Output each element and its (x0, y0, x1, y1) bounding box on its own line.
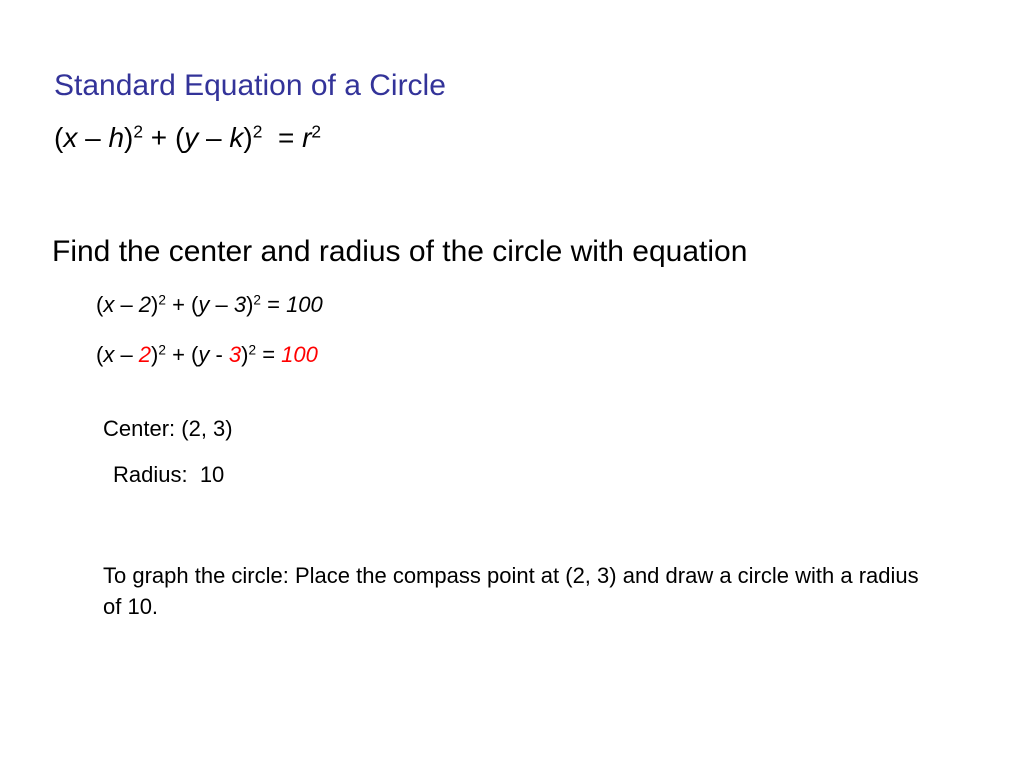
given-equation (96, 292, 323, 318)
eq2-open-paren: ( (96, 342, 104, 367)
eq1-plus: + ( (165, 292, 199, 317)
eq1-close-paren-1: ) (151, 292, 159, 317)
eq1-r-squared-value: 100 (286, 292, 323, 317)
eq2-h-value: 2 (138, 342, 152, 367)
std-plus: + ( (143, 122, 185, 153)
std-exponent-3: 2 (311, 121, 322, 142)
eq1-open-paren: ( (96, 292, 104, 317)
eq2-y-var: y (198, 342, 210, 367)
std-equals: = (262, 122, 303, 153)
graphing-instructions: To graph the circle: Place the compass point at (2, 3) and draw a circle with a radius of 10. (103, 563, 919, 619)
std-close-paren-1: ) (124, 122, 134, 153)
eq2-minus-1: – (114, 342, 139, 367)
eq1-close-paren-2: ) (246, 292, 254, 317)
eq1-equals: = (260, 292, 287, 317)
eq1-exponent-2: 2 (253, 292, 261, 308)
eq1-minus-1: – (114, 292, 139, 317)
std-open-paren: ( (54, 122, 64, 153)
eq2-x-var: x (103, 342, 115, 367)
eq2-k-value: 3 (228, 342, 242, 367)
std-exponent-2: 2 (252, 121, 263, 142)
standard-equation (54, 122, 321, 154)
eq2-close-paren-2: ) (241, 342, 249, 367)
eq2-exponent-2: 2 (248, 342, 257, 358)
std-close-paren-2: ) (243, 122, 253, 153)
eq1-minus-2: – (209, 292, 234, 317)
std-minus-2: – (198, 122, 230, 153)
eq1-k-value: 3 (233, 292, 247, 317)
eq2-exponent-1: 2 (158, 342, 166, 358)
eq2-close-paren-1: ) (151, 342, 159, 367)
slide-title: Standard Equation of a Circle (54, 69, 446, 102)
eq2-minus-2: - (209, 342, 229, 367)
eq1-h-value: 2 (138, 292, 152, 317)
highlighted-equation (96, 342, 318, 368)
eq2-plus: + ( (165, 342, 199, 367)
eq1-exponent-1: 2 (158, 292, 166, 308)
eq1-y-var: y (198, 292, 210, 317)
problem-prompt: Find the center and radius of the circle with equation (52, 235, 748, 268)
std-h-var: h (108, 122, 125, 153)
eq1-x-var: x (103, 292, 115, 317)
eq2-r-squared-value: 100 (281, 342, 318, 367)
radius-answer: Radius: 10 (113, 462, 225, 487)
center-answer: Center: (2, 3) (103, 416, 233, 441)
eq2-equals: = (256, 342, 282, 367)
std-k-var: k (229, 122, 244, 153)
std-minus-1: – (77, 122, 109, 153)
std-y-var: y (184, 122, 199, 153)
std-r-var: r (302, 122, 312, 153)
std-x-var: x (63, 122, 78, 153)
std-exponent-1: 2 (133, 121, 144, 142)
